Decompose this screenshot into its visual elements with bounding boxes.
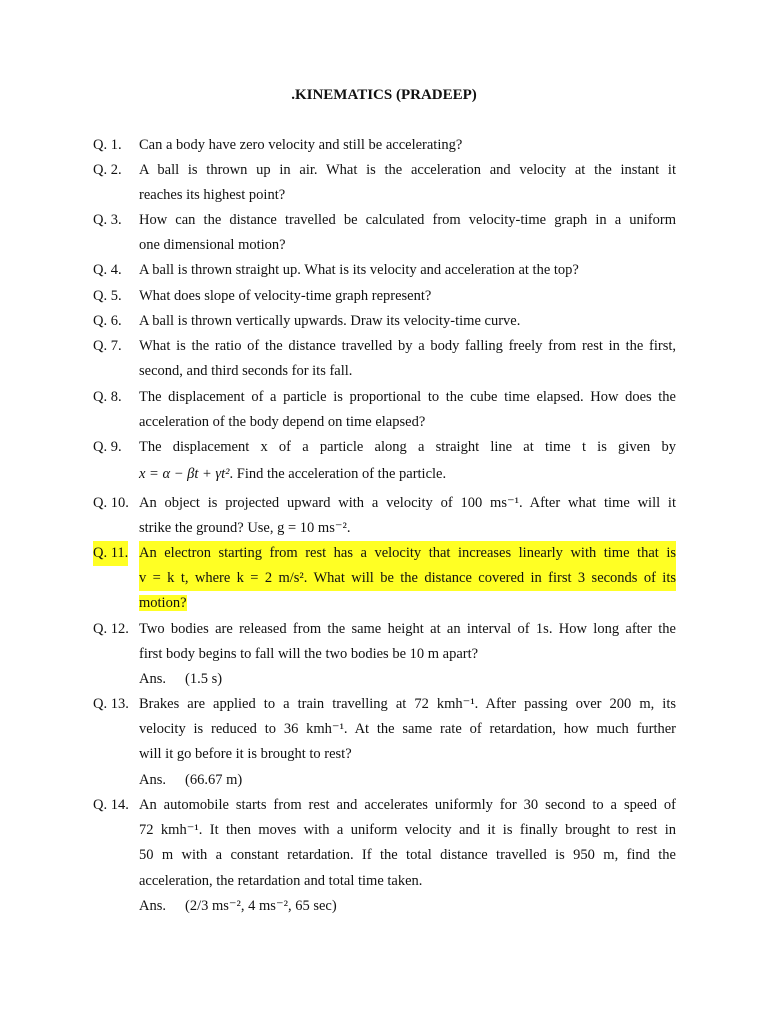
question-number: Q. 3. xyxy=(93,212,122,228)
question-text: Two bodies are released from the same height at an interval of 1s. How long after the first body begins to fall will the two bodies be 10 m apart? Ans. (1.5 s) xyxy=(139,617,676,693)
answer: Ans. (1.5 s) xyxy=(139,671,223,688)
question-number: Q. 10. xyxy=(93,495,129,511)
question-text: An automobile starts from rest and accelerates uniformly for 30 second to a speed of 72 kmh⁻¹. It then moves with a uniform velocity and it is finally brought to rest in 50 m with a constant retardation. If the total distance travelled is 950 m, find the acceleration, the retardation and total time taken. Ans. (2/3 ms⁻², 4 ms⁻², 65 sec) xyxy=(139,793,676,919)
question-number: Q. 9. xyxy=(93,439,122,455)
question-3 xyxy=(93,208,676,258)
question-12 xyxy=(93,617,676,693)
question-text: Brakes are applied to a train travelling at 72 kmh⁻¹. After passing over 200 m, its velocity is reduced to 36 kmh⁻¹. At the same rate of retardation, how much further will it go before it is brought to rest? Ans. (66.67 m) xyxy=(139,692,676,793)
question-text: The displacement of a particle is proportional to the cube time elapsed. How does the acceleration of the body depend on time elapsed? xyxy=(139,389,676,431)
displacement-formula: x = α − βt + γt² xyxy=(139,466,230,483)
question-number: Q. 2. xyxy=(93,162,122,178)
question-number: Q. 4. xyxy=(93,262,122,278)
answer: Ans. (66.67 m) xyxy=(139,771,243,788)
question-number: Q. 8. xyxy=(93,389,122,405)
question-14 xyxy=(93,793,676,919)
question-10 xyxy=(93,491,676,541)
question-11-highlighted xyxy=(93,541,676,617)
question-text: How can the distance travelled be calculated from velocity-time graph in a uniform one dimensional motion? xyxy=(139,212,676,254)
question-9 xyxy=(93,435,676,489)
question-number: Q. 1. xyxy=(93,137,122,153)
answer: Ans. (2/3 ms⁻², 4 ms⁻², 65 sec) xyxy=(139,897,337,914)
question-text: An object is projected upward with a velocity of 100 ms⁻¹. After what time will it strike the ground? Use, g = 10 ms⁻². xyxy=(139,495,676,537)
question-number: Q. 12. xyxy=(93,621,129,637)
page-title: .KINEMATICS (PRADEEP) xyxy=(291,87,477,103)
question-1 xyxy=(93,133,676,158)
question-4 xyxy=(93,258,676,283)
question-text: The displacement x of a particle along a straight line at time t is given by x = α − βt + γt². Find the acceleration of the particle. xyxy=(139,439,676,483)
question-text: An electron starting from rest has a velocity that increases linearly with time that is v = k t, where k = 2 m/s². What will be the distance covered in first 3 seconds of its motion? xyxy=(139,541,676,617)
question-number: Q. 6. xyxy=(93,313,122,329)
question-text: What is the ratio of the distance travelled by a body falling freely from rest in the first, second, and third seconds for its fall. xyxy=(139,338,676,380)
question-number: Q. 11. xyxy=(93,541,128,566)
question-text: Can a body have zero velocity and still be accelerating? xyxy=(139,137,463,153)
question-6 xyxy=(93,309,676,334)
question-7 xyxy=(93,334,676,384)
question-number: Q. 7. xyxy=(93,338,122,354)
question-text: A ball is thrown straight up. What is its velocity and acceleration at the top? xyxy=(139,262,579,278)
question-13 xyxy=(93,692,676,793)
question-text: A ball is thrown up in air. What is the acceleration and velocity at the instant it reaches its highest point? xyxy=(139,162,676,204)
question-number: Q. 5. xyxy=(93,288,122,304)
question-number: Q. 13. xyxy=(93,696,129,712)
question-2 xyxy=(93,158,676,208)
question-5 xyxy=(93,284,676,309)
question-text: What does slope of velocity-time graph represent? xyxy=(139,288,432,304)
question-number: Q. 14. xyxy=(93,797,129,813)
question-8 xyxy=(93,385,676,435)
question-text: A ball is thrown vertically upwards. Draw its velocity-time curve. xyxy=(139,313,521,329)
